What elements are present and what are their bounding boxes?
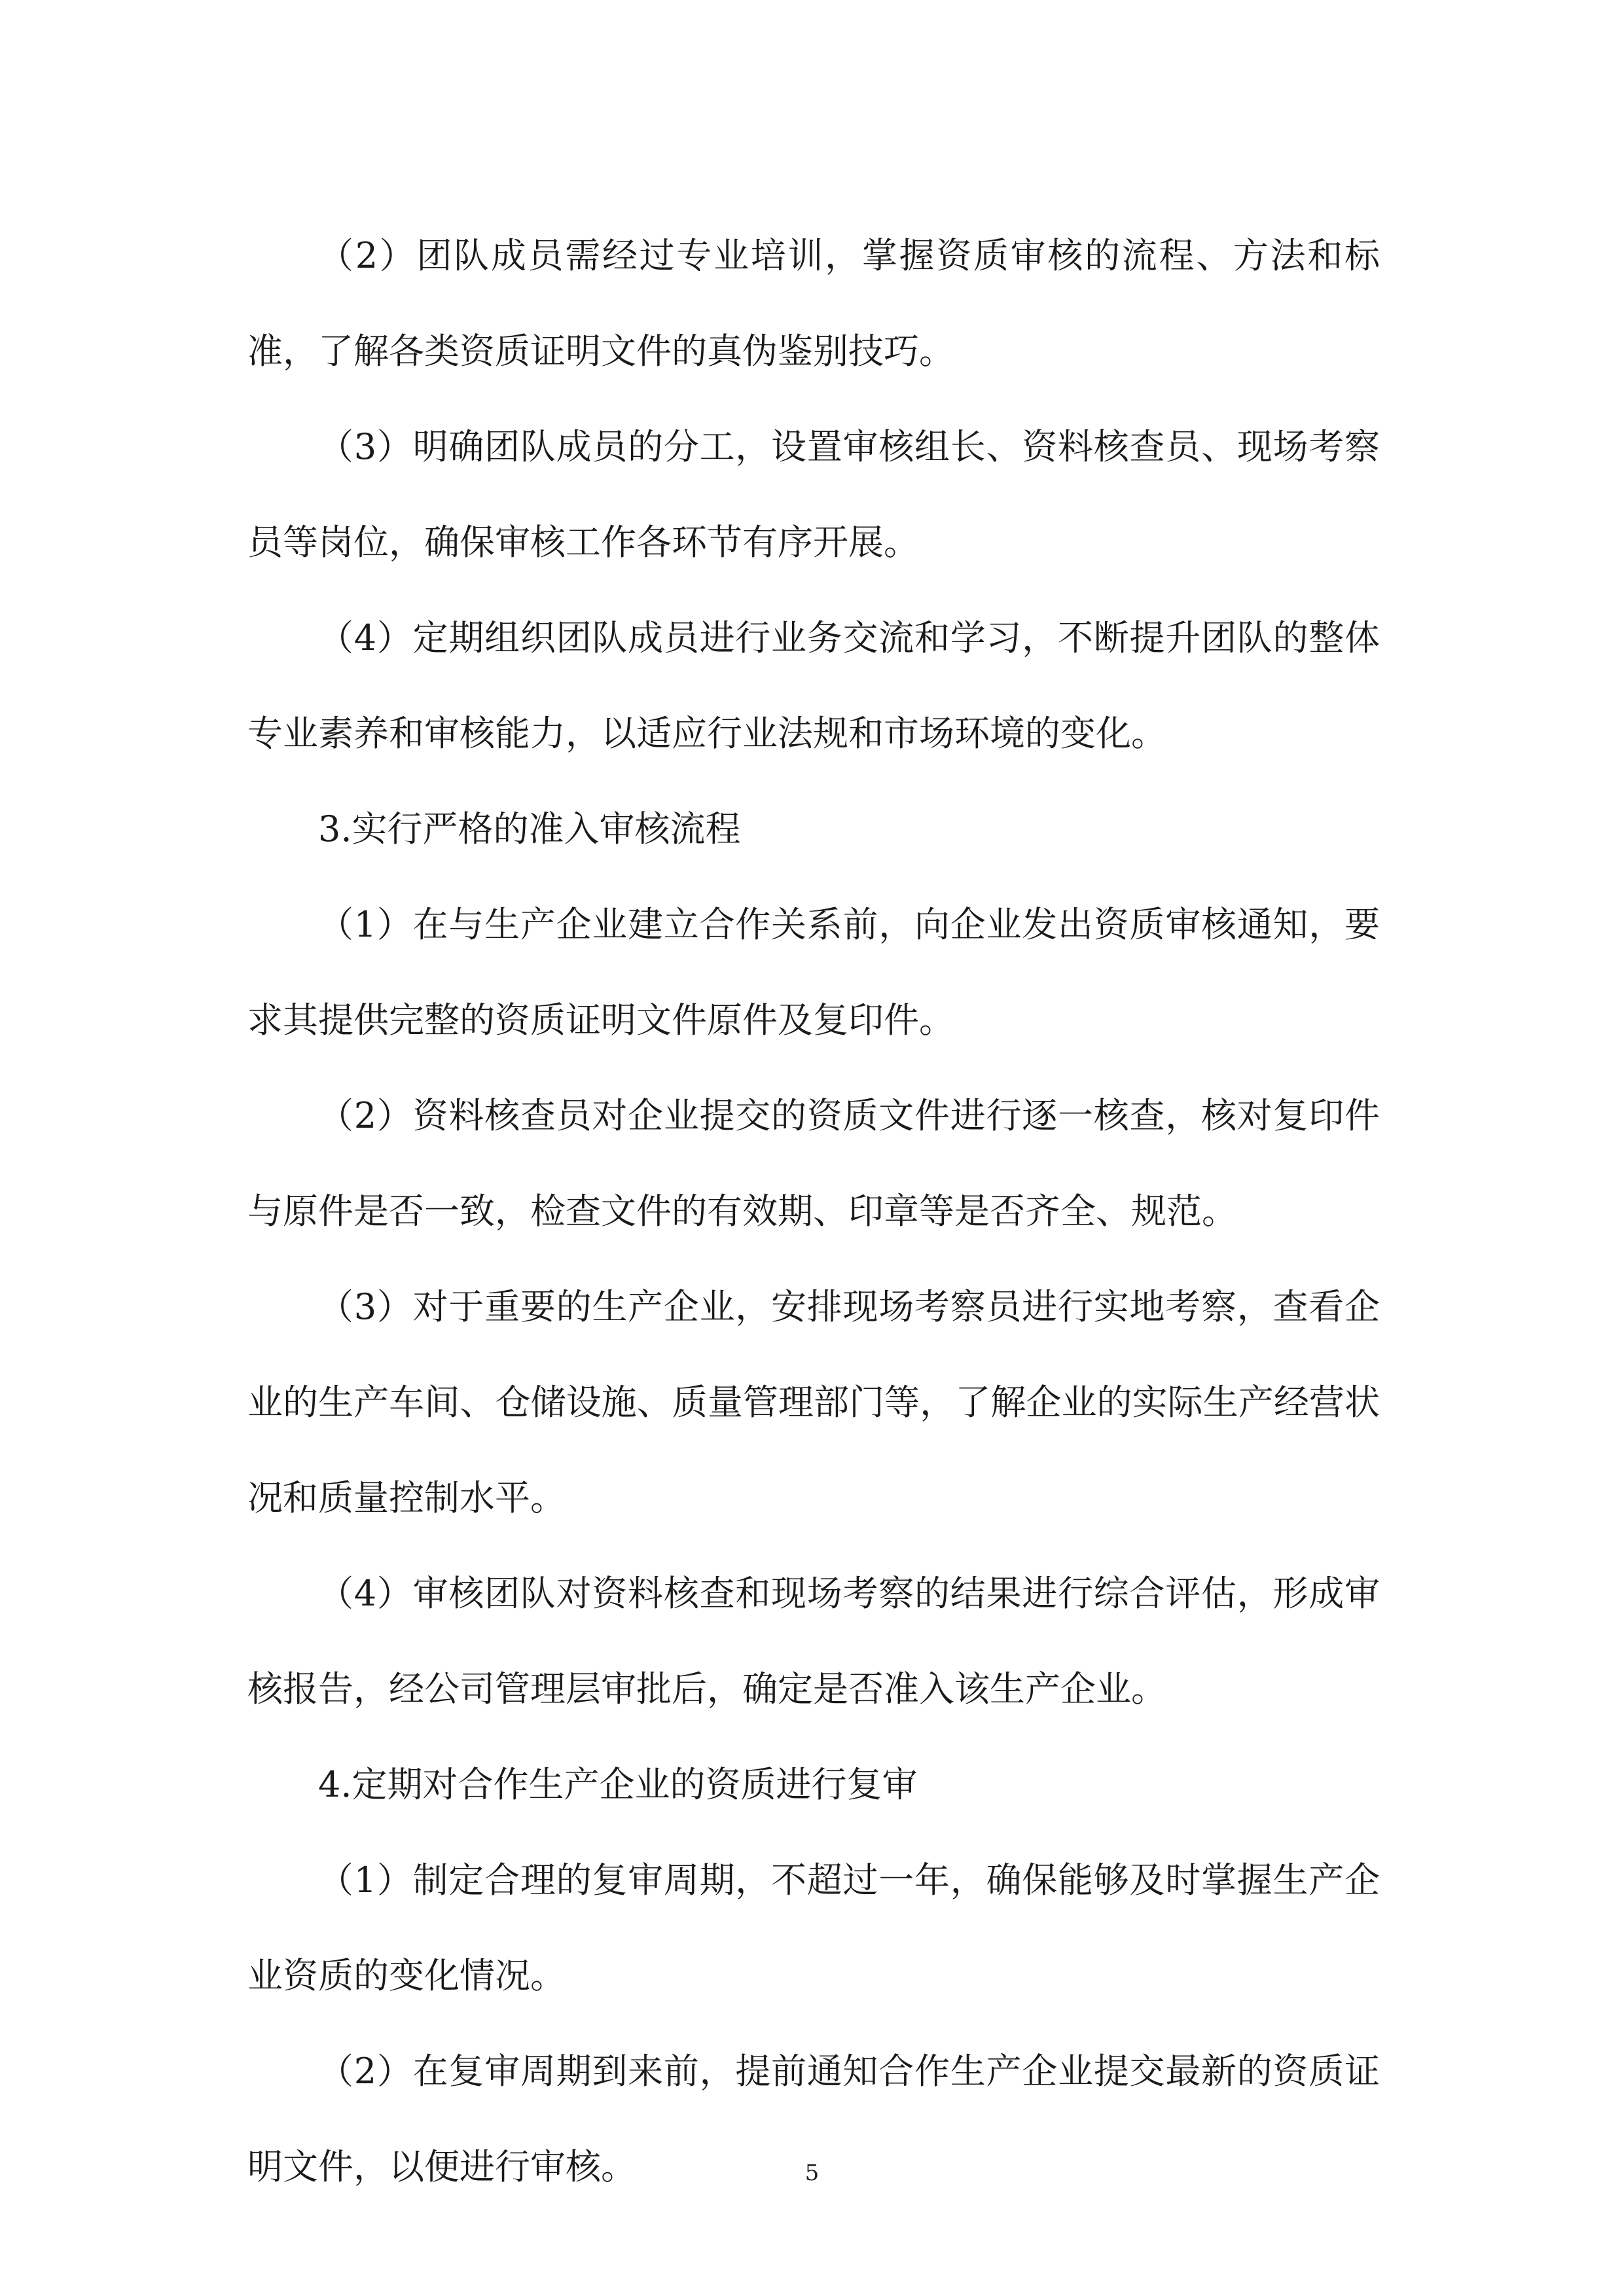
paragraph-team-training: （2）团队成员需经过专业培训，掌握资质审核的流程、方法和标准，了解各类资质证明文件的真伪鉴别技巧。 [247,235,1380,372]
paragraph-document-check: （2）资料核查员对企业提交的资质文件进行逐一核查，核对复印件与原件是否一致，检查文件的有效期、印章等是否齐全、规范。 [247,1095,1380,1232]
paragraph-review-notice: （2）在复审周期到来前，提前通知合作生产企业提交最新的资质证明文件，以便进行审核。 [247,2051,1380,2187]
paragraph-review-cycle: （1）制定合理的复审周期，不超过一年，确保能够及时掌握生产企业资质的变化情况。 [247,1859,1380,1996]
section-heading-admission-process: 3.实行严格的准入审核流程 [318,808,741,850]
paragraph-team-roles: （3）明确团队成员的分工，设置审核组长、资料核查员、现场考察员等岗位，确保审核工作各环节有序开展。 [247,426,1380,563]
section-heading-periodic-review: 4.定期对合作生产企业的资质进行复审 [318,1764,918,1805]
paragraph-audit-report: （4）审核团队对资料核查和现场考察的结果进行综合评估，形成审核报告，经公司管理层审批后，确定是否准入该生产企业。 [247,1573,1380,1710]
paragraph-team-learning: （4）定期组织团队成员进行业务交流和学习，不断提升团队的整体专业素养和审核能力，以适应行业法规和市场环境的变化。 [247,617,1380,754]
paragraph-audit-notice: （1）在与生产企业建立合作关系前，向企业发出资质审核通知，要求其提供完整的资质证明文件原件及复印件。 [247,904,1380,1041]
paragraph-site-inspection: （3）对于重要的生产企业，安排现场考察员进行实地考察，查看企业的生产车间、仓储设施、质量管理部门等，了解企业的实际生产经营状况和质量控制水平。 [247,1286,1380,1518]
document-body [247,208,1380,2215]
page-number: 5 [804,2160,820,2186]
